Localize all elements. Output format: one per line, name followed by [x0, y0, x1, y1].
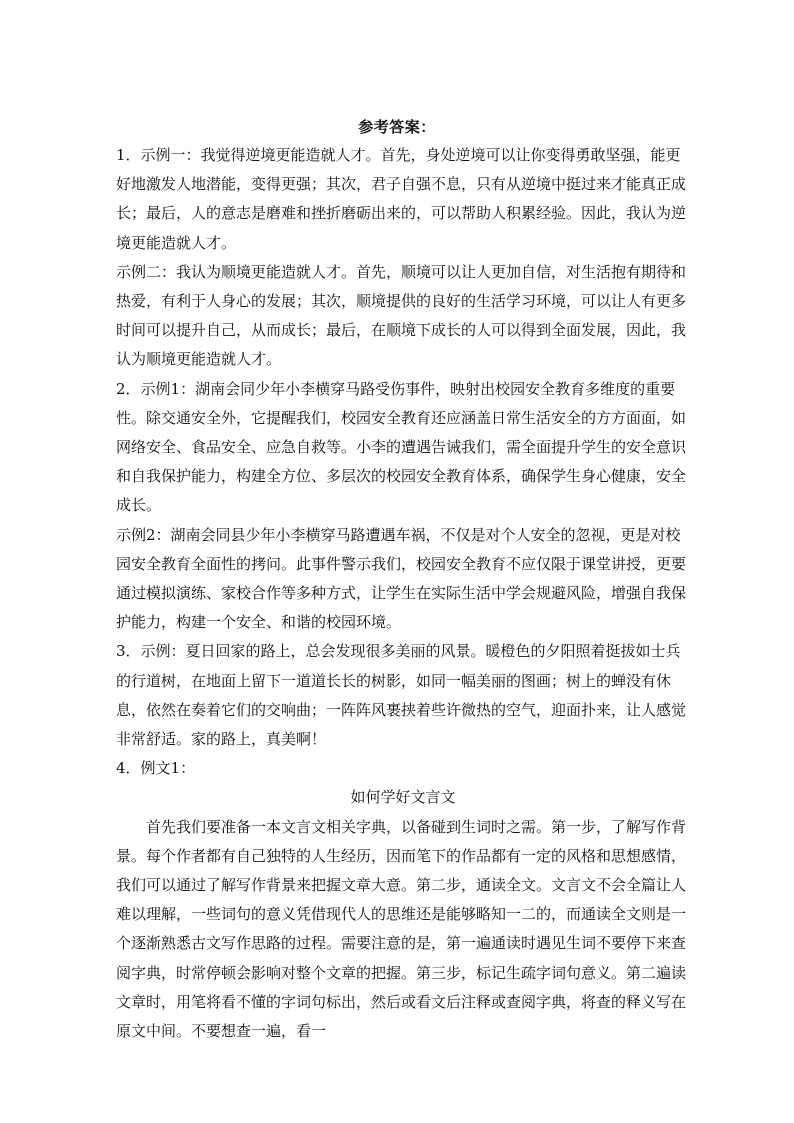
answer-2-example-1: 2．示例1：湖南会同少年小李横穿马路受伤事件，映射出校园安全教育多维度的重要性。除交通安全外，它提醒我们，校园安全教育还应涵盖日常生活安全的方方面面，如网络安全、食品安全、应急自救等。小李的遭遇告诫我们，需全面提升学生的安全意识和自我保护能力，构建全方位、多层次的校园安全教育体系，确保学生身心健康，安全成长。	[116, 379, 687, 515]
essay-title: 如何学好文言文	[350, 788, 456, 807]
answer-1-example-1: 1．示例一：我觉得逆境更能造就人才。首先，身处逆境可以让你变得勇敢坚强，能更好地激发人地潜能，变得更强；其次，君子自强不息，只有从逆境中挺过来才能真正成长；最后，人的意志是磨难和挫折磨砺出来的，可以帮助人积累经验。因此，我认为逆境更能造就人才。	[116, 146, 687, 252]
answer-content	[116, 141, 690, 1046]
answer-2-example-2: 示例2：湖南会同县少年小李横穿马路遭遇车祸，不仅是对个人安全的忽视，更是对校园安全教育全面性的拷问。此事件警示我们，校园安全教育不应仅限于课堂讲授，更要通过模拟演练、家校合作等多种方式，让学生在实际生活中学会规避风险，增强自我保护能力，构建一个安全、和谐的校园环境。	[116, 525, 687, 632]
answer-4-label: 4．例文1：	[116, 759, 196, 778]
answer-1-example-2: 示例二：我认为顺境更能造就人才。首先，顺境可以让人更加自信，对生活抱有期待和热爱，有利于人身心的发展；其次，顺境提供的良好的生活学习环境，可以让人有更多时间可以提升自己，从而成长；最后，在顺境下成长的人可以得到全面发展，因此，我认为顺境更能造就人才。	[116, 262, 687, 369]
answer-3: 3．示例：夏日回家的路上，总会发现很多美丽的风景。暖橙色的夕阳照着挺拔如士兵的行道树，在地面上留下一道道长长的树影，如同一幅美丽的图画；树上的蝉没有休息，依然在奏着它们的交响曲；一阵阵风裹挟着些许微热的空气，迎面扑来，让人感觉非常舒适。家的路上，真美啊！	[116, 642, 687, 749]
page-title: 参考答案：	[358, 118, 436, 136]
essay-body: 首先我们要准备一本文言文相关字典，以备碰到生词时之需。第一步，了解写作背景。每个作者都有自己独特的人生经历，因而笔下的作品都有一定的风格和思想感情，我们可以通过了解写作背景来把握文章大意。第二步，通读全文。文言文不会全篇让人难以理解，一些词句的意义凭借现代人的思维还是能够略知一二的，而通读全文则是一个逐渐熟悉古文写作思路的过程。需要注意的是，第一遍通读时遇见生词不要停下来查阅字典，时常停顿会影响对整个文章的把握。第三步，标记生疏字词句意义。第二遍读文章时，用笔将看不懂的字词句标出，然后或看文后注释或查阅字典，将查的释义写在原文中间。不要想查一遍，看一	[116, 817, 687, 1041]
